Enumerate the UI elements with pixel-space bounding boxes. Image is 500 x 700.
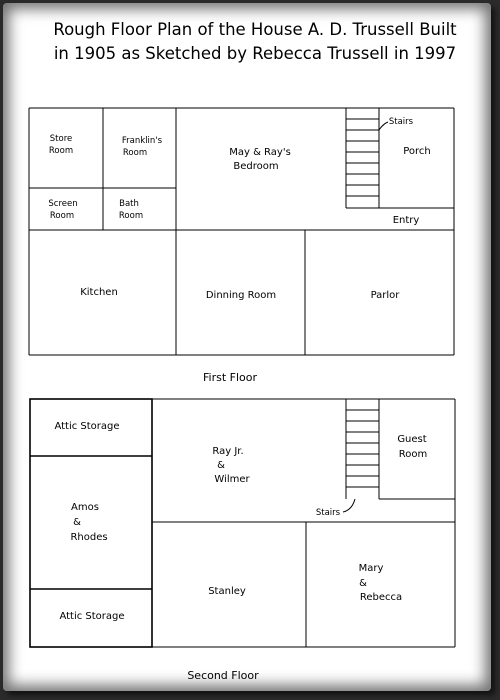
store-room-label-2: Room bbox=[48, 146, 74, 156]
dining-room-label: Dinning Room bbox=[205, 290, 277, 301]
first-floor-stairs-label: Stairs bbox=[388, 117, 414, 127]
attic-storage-top-label: Attic Storage bbox=[54, 421, 120, 432]
porch-label: Porch bbox=[403, 146, 431, 157]
amos-rhodes-label-1: Amos bbox=[71, 502, 99, 513]
guest-room-label-1: Guest bbox=[397, 434, 427, 445]
store-room-label-1: Store bbox=[49, 134, 73, 144]
second-floor-stair-treads bbox=[346, 410, 379, 487]
bath-room-label-1: Bath bbox=[119, 199, 139, 209]
title-line-1: Rough Floor Plan of the House A. D. Trussell Built bbox=[53, 20, 457, 39]
parlor-label: Parlor bbox=[370, 290, 400, 301]
bath-room-label-2: Room bbox=[118, 211, 144, 221]
first-floor-stair-treads bbox=[346, 119, 379, 196]
screen-room-label-2: Room bbox=[49, 211, 75, 221]
ray-jr-wilmer-label-2: & bbox=[217, 460, 225, 471]
stanley-label: Stanley bbox=[208, 586, 246, 597]
franklins-room-label-2: Room bbox=[122, 148, 148, 158]
second-floor-label: Second Floor bbox=[187, 669, 259, 682]
first-floor-plan bbox=[29, 108, 454, 355]
may-rays-bedroom-label-2: Bedroom bbox=[233, 161, 279, 172]
second-stairs-pointer bbox=[343, 499, 355, 512]
first-floor-label: First Floor bbox=[202, 371, 258, 384]
amos-rhodes-label-3: Rhodes bbox=[70, 532, 108, 543]
second-floor-plan bbox=[30, 399, 455, 647]
screen-room-label-1: Screen bbox=[48, 199, 78, 209]
franklins-room-label-1: Franklin's bbox=[121, 136, 163, 146]
stairs-pointer bbox=[379, 122, 388, 130]
guest-room-label-2: Room bbox=[398, 449, 428, 460]
mary-rebecca-label-1: Mary bbox=[358, 563, 384, 574]
second-floor-stairs-label: Stairs bbox=[315, 508, 341, 518]
ray-jr-wilmer-label-1: Ray Jr. bbox=[212, 446, 244, 457]
mary-rebecca-label-2: & bbox=[359, 578, 367, 589]
kitchen-label: Kitchen bbox=[80, 287, 118, 298]
entry-label: Entry bbox=[392, 215, 420, 226]
title-line-2: in 1905 as Sketched by Rebecca Trussell in 1997 bbox=[53, 44, 457, 63]
ray-jr-wilmer-label-3: Wilmer bbox=[214, 474, 250, 485]
amos-rhodes-label-2: & bbox=[73, 517, 81, 528]
attic-storage-bottom-label: Attic Storage bbox=[59, 611, 125, 622]
mary-rebecca-label-3: Rebecca bbox=[359, 592, 403, 603]
may-rays-bedroom-label-1: May & Ray's bbox=[229, 147, 291, 158]
